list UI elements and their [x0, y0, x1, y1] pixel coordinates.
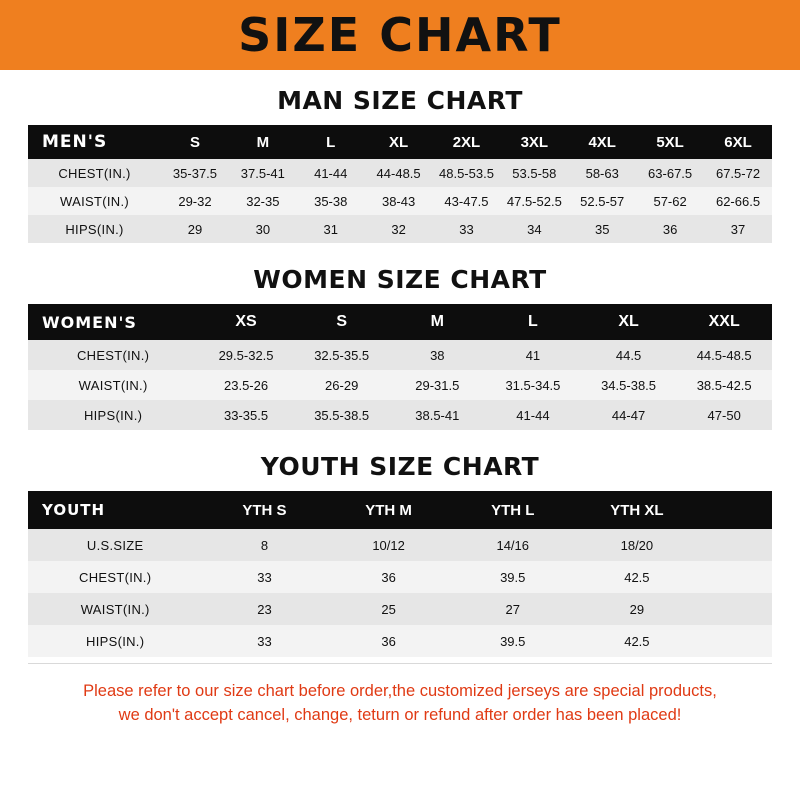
- men-cell-2-4: 33: [459, 221, 474, 237]
- table-header-row: [28, 304, 772, 340]
- women-cell-1-3: 31.5-34.5: [505, 377, 561, 393]
- women-header-label: WOMEN'S: [42, 312, 137, 332]
- women-cell-2-3: 41-44: [516, 407, 550, 423]
- youth-row-label-1: CHEST(IN.): [79, 569, 152, 585]
- men-cell-2-3: 32: [391, 221, 406, 237]
- men-row-label-2: HIPS(IN.): [65, 221, 124, 237]
- youth-cell-3-spacer: [699, 625, 772, 657]
- men-col-5: 3XL: [520, 133, 549, 151]
- men-cell-0-7: 63-67.5: [648, 165, 693, 181]
- footer-note-line-2: we don't accept cancel, change, teturn or refund after order has been placed!: [118, 705, 682, 724]
- footer-divider: [28, 663, 772, 664]
- chart-content: [0, 86, 800, 728]
- men-cell-2-6: 35: [594, 221, 610, 237]
- women-col-1: S: [336, 313, 347, 330]
- men-cell-2-0: 29: [187, 221, 203, 237]
- men-cell-2-5: 34: [527, 221, 542, 237]
- women-cell-2-2: 38.5-41: [415, 407, 460, 423]
- youth-cell-0-spacer: [699, 529, 772, 561]
- youth-table-head: [28, 491, 772, 529]
- youth-cell-1-2: 39.5: [500, 569, 526, 585]
- men-col-2: L: [326, 133, 336, 151]
- women-cell-0-3: 41: [525, 347, 541, 363]
- youth-col-0: YTH S: [242, 501, 287, 519]
- men-col-0: S: [189, 133, 200, 151]
- youth-size-table: [28, 491, 772, 657]
- youth-col-1: YTH M: [365, 501, 412, 519]
- men-cell-1-5: 47.5-52.5: [506, 193, 562, 209]
- youth-cell-3-1: 36: [381, 633, 396, 649]
- youth-cell-1-1: 36: [381, 569, 396, 585]
- women-size-table: [28, 304, 772, 430]
- men-col-6: 4XL: [588, 133, 616, 151]
- men-table-head: [28, 125, 772, 159]
- youth-col-2: YTH L: [491, 501, 535, 519]
- youth-cell-2-2: 27: [505, 601, 520, 617]
- women-table-head: [28, 304, 772, 340]
- men-table-body: [28, 159, 772, 243]
- youth-row-label-3: HIPS(IN.): [86, 633, 145, 649]
- women-col-0: XS: [235, 313, 257, 330]
- youth-cell-1-0: 33: [257, 569, 272, 585]
- section-title-man: MAN SIZE CHART: [277, 86, 523, 115]
- women-col-2: M: [430, 313, 444, 330]
- men-col-4: 2XL: [452, 133, 481, 151]
- men-cell-1-4: 43-47.5: [444, 193, 489, 209]
- men-cell-0-2: 41-44: [314, 165, 348, 181]
- women-cell-1-0: 23.5-26: [224, 377, 269, 393]
- youth-col-3: YTH XL: [610, 501, 664, 519]
- youth-cell-3-0: 33: [257, 633, 272, 649]
- table-row: [28, 159, 772, 187]
- table-header-row: [28, 491, 772, 529]
- youth-cell-2-3: 29: [629, 601, 645, 617]
- women-col-4: XL: [618, 313, 639, 330]
- men-cell-1-3: 38-43: [381, 193, 416, 209]
- table-row: [28, 400, 772, 430]
- youth-row-label-2: WAIST(IN.): [80, 601, 150, 617]
- men-row-label-0: CHEST(IN.): [58, 165, 131, 181]
- men-cell-1-7: 57-62: [653, 193, 687, 209]
- youth-header-label: YOUTH: [42, 501, 106, 519]
- youth-table-body: [28, 529, 772, 657]
- men-header-label: MEN'S: [42, 132, 108, 152]
- men-col-1: M: [256, 133, 270, 151]
- women-cell-2-5: 47-50: [707, 407, 741, 423]
- men-cell-1-2: 35-38: [314, 193, 348, 209]
- men-cell-2-2: 31: [323, 221, 338, 237]
- women-cell-1-2: 29-31.5: [415, 377, 460, 393]
- youth-cell-2-0: 23: [257, 601, 272, 617]
- women-cell-1-4: 34.5-38.5: [601, 377, 657, 393]
- women-col-5: XXL: [708, 313, 740, 330]
- women-row-label-0: CHEST(IN.): [76, 347, 150, 363]
- men-cell-0-0: 35-37.5: [172, 165, 218, 181]
- women-cell-2-4: 44-47: [611, 407, 646, 423]
- page-title: SIZE CHART: [238, 8, 562, 62]
- footer-note: [28, 680, 772, 728]
- men-cell-0-1: 37.5-41: [240, 165, 285, 181]
- table-row: [28, 370, 772, 400]
- youth-cell-2-1: 25: [381, 601, 396, 617]
- men-cell-2-1: 30: [255, 221, 271, 237]
- men-cell-2-7: 36: [662, 221, 678, 237]
- footer-note-line-1: Please refer to our size chart before order,the customized jerseys are special products,: [83, 682, 717, 700]
- men-cell-0-4: 48.5-53.5: [439, 165, 494, 181]
- women-cell-1-1: 26-29: [325, 377, 359, 393]
- youth-cell-0-1: 10/12: [372, 537, 405, 553]
- youth-row-label-0: U.S.SIZE: [86, 537, 144, 553]
- table-row: [28, 340, 772, 370]
- men-cell-0-5: 53.5-58: [512, 165, 557, 181]
- men-cell-1-6: 52.5-57: [580, 193, 625, 209]
- women-cell-0-2: 38: [430, 347, 445, 363]
- youth-cell-3-3: 42.5: [624, 633, 650, 649]
- youth-cell-1-3: 42.5: [624, 569, 650, 585]
- men-cell-1-1: 32-35: [246, 193, 280, 209]
- youth-cell-2-spacer: [699, 593, 772, 625]
- women-row-label-1: WAIST(IN.): [78, 377, 148, 393]
- table-header-row: [28, 125, 772, 159]
- youth-col-spacer: [699, 491, 772, 529]
- table-row: [28, 529, 772, 561]
- women-cell-0-4: 44.5: [615, 347, 642, 363]
- section-title-youth: YOUTH SIZE CHART: [260, 452, 540, 481]
- men-col-8: 6XL: [724, 133, 752, 151]
- women-table-body: [28, 340, 772, 430]
- men-cell-0-8: 67.5-72: [715, 165, 761, 181]
- women-cell-0-1: 32.5-35.5: [314, 347, 370, 363]
- table-row: [28, 593, 772, 625]
- men-cell-0-6: 58-63: [585, 165, 619, 181]
- youth-cell-0-2: 14/16: [496, 537, 530, 553]
- women-cell-2-1: 35.5-38.5: [314, 407, 370, 423]
- men-cell-2-8: 37: [730, 221, 746, 237]
- women-row-label-2: HIPS(IN.): [83, 407, 143, 423]
- table-row: [28, 187, 772, 215]
- men-size-table: [28, 125, 772, 243]
- men-cell-1-0: 29-32: [178, 193, 212, 209]
- youth-cell-3-2: 39.5: [500, 633, 526, 649]
- table-row: [28, 561, 772, 593]
- page-banner: [0, 0, 800, 70]
- youth-cell-1-spacer: [699, 561, 772, 593]
- section-title-women: WOMEN SIZE CHART: [253, 265, 547, 294]
- youth-cell-0-0: 8: [260, 537, 269, 553]
- men-cell-0-3: 44-48.5: [376, 165, 421, 181]
- women-cell-1-5: 38.5-42.5: [696, 377, 752, 393]
- youth-cell-0-3: 18/20: [620, 537, 654, 553]
- men-row-label-1: WAIST(IN.): [60, 193, 129, 209]
- men-col-3: XL: [389, 133, 409, 151]
- table-row: [28, 215, 772, 243]
- women-cell-0-0: 29.5-32.5: [218, 347, 274, 363]
- women-cell-0-5: 44.5-48.5: [696, 347, 752, 363]
- women-cell-2-0: 33-35.5: [224, 407, 269, 423]
- table-row: [28, 625, 772, 657]
- women-col-3: L: [528, 313, 538, 330]
- men-col-7: 5XL: [656, 133, 684, 151]
- men-cell-1-8: 62-66.5: [715, 193, 761, 209]
